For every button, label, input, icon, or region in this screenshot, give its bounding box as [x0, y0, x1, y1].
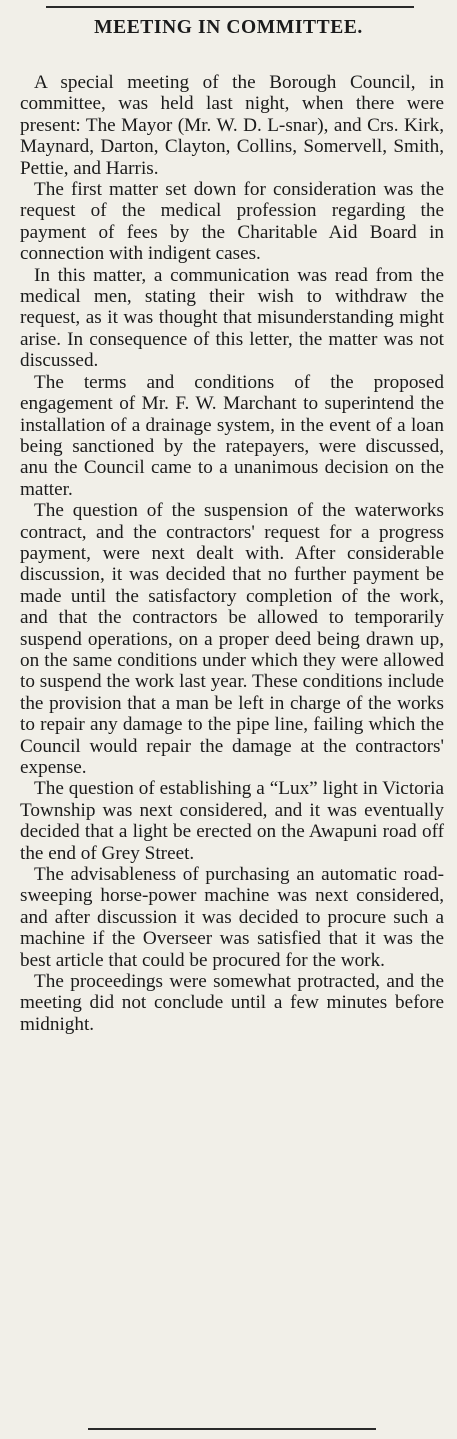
bottom-rule	[88, 1428, 376, 1430]
paragraph-lux-light: The question of establishing a “Lux” light in Victoria Township was next considered, and it was eventually decided that a light be erected on the Awapuni road off the end of Grey Street.	[20, 778, 444, 864]
paragraph-attendance: A special meeting of the Borough Council, in committee, was held last night, when there were present: The Mayor (Mr. W. D. L-snar), and Crs. Kirk, Maynard, Darton, Clayton, Collins, Somervell, Smith, Pettie, and Harris.	[20, 72, 444, 179]
headline: MEETING IN COMMITTEE.	[94, 17, 363, 38]
paragraph-withdrawal: In this matter, a communication was read from the medical men, stating their wish to withdraw the request, as it was thought that misunderstanding might arise. In consequence of this letter, the matter was not discussed.	[20, 264, 444, 372]
paragraph-waterworks: The question of the suspension of the waterworks contract, and the contractors' request for a progress payment, were next dealt with. After considerable discussion, it was decided that no further payment be made until the satisfactory completion of the work, and that the contractors be allowed to temporarily suspend operations, on a proper deed being drawn up, on the same conditions under which they were allowed to suspend the work last year. These conditions include the provision that a man be left in charge of the works to repair any damage to the pipe line, failing which the Council would repair the damage at the contractors' expense.	[20, 500, 444, 778]
top-rule	[46, 6, 414, 8]
paragraph-road-sweeper: The advisableness of purchasing an automatic road-sweeping horse-power machine was next considered, and after discussion it was decided to procure such a machine if the Overseer was satisfied that it was the best article that could be procured for the work.	[20, 864, 444, 971]
article-body	[20, 72, 444, 1035]
paragraph-drainage: The terms and conditions of the proposed engagement of Mr. F. W. Marchant to superintend the installation of a drainage system, in the event of a loan being sanctioned by the ratepayers, were discussed, anu the Council came to a unanimous decision on the matter.	[20, 371, 444, 500]
paragraph-medical-fees: The first matter set down for consideration was the request of the medical profession regarding the payment of fees by the Charitable Aid Board in connection with indigent cases.	[20, 179, 444, 265]
paragraph-closing: The proceedings were somewhat protracted, and the meeting did not conclude until a few minutes before midnight.	[20, 971, 444, 1035]
